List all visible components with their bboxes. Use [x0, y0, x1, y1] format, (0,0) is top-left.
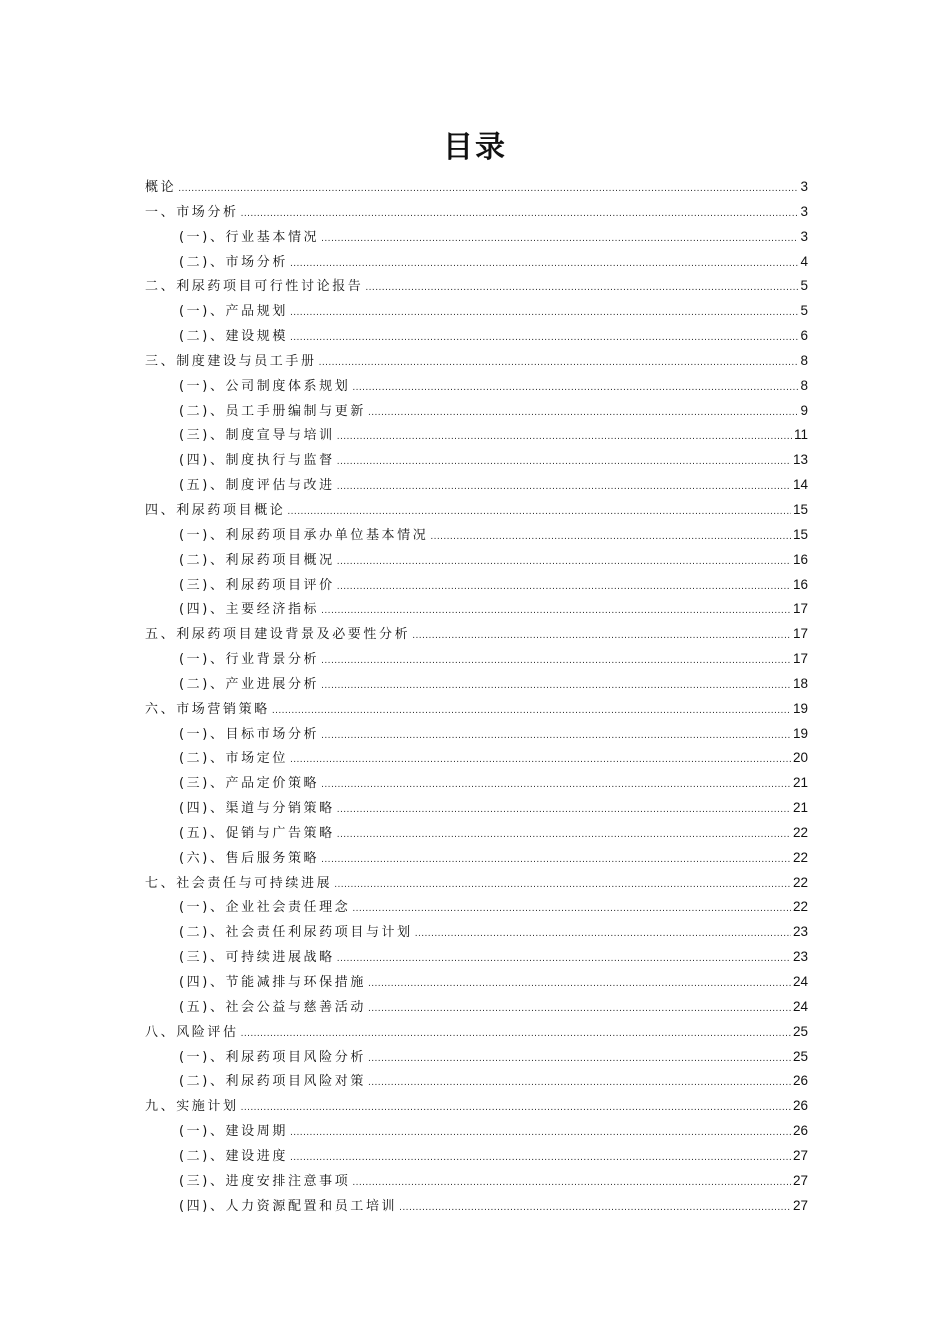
toc-subentry[interactable]: [145, 299, 808, 324]
toc-page-number: 22: [792, 874, 808, 890]
toc-dot-leader: [415, 921, 791, 946]
toc-entry-label: (四)、人力资源配置和员工培训: [179, 1198, 398, 1214]
toc-subentry[interactable]: [145, 1119, 808, 1144]
toc-page-number: 26: [792, 1073, 808, 1089]
toc-page-number: 17: [792, 651, 808, 667]
toc-entry-label: (一)、企业社会责任理念: [179, 900, 351, 916]
toc-subentry[interactable]: [145, 920, 808, 945]
toc-page-number: 8: [800, 377, 808, 393]
toc-page-number: 25: [792, 1048, 808, 1064]
toc-subentry[interactable]: [145, 771, 808, 796]
toc-dot-leader: [352, 1170, 791, 1195]
toc-subentry[interactable]: [145, 895, 808, 920]
toc-subentry[interactable]: [145, 1144, 808, 1169]
toc-entry-label: (一)、行业基本情况: [179, 229, 320, 245]
toc-entry[interactable]: [145, 175, 808, 200]
toc-entry-label: (二)、利尿药项目风险对策: [179, 1074, 366, 1090]
toc-entry-label: (三)、进度安排注意事项: [179, 1173, 351, 1189]
toc-entry-label: (二)、建设规模: [179, 329, 288, 345]
toc-page-number: 3: [800, 228, 808, 244]
toc-subentry[interactable]: [145, 399, 808, 424]
toc-subentry[interactable]: [145, 473, 808, 498]
toc-page-number: 3: [800, 203, 808, 219]
toc-dot-leader: [321, 673, 791, 698]
toc-entry-label: (六)、售后服务策略: [179, 850, 320, 866]
toc-page-number: 19: [792, 700, 808, 716]
toc-entry[interactable]: [145, 697, 808, 722]
toc-subentry[interactable]: [145, 995, 808, 1020]
toc-subentry[interactable]: [145, 1069, 808, 1094]
toc-dot-leader: [368, 996, 791, 1021]
toc-subentry[interactable]: [145, 1045, 808, 1070]
toc-dot-leader: [337, 449, 791, 474]
toc-page-number: 16: [792, 551, 808, 567]
toc-dot-leader: [290, 325, 799, 350]
toc-page-number: 3: [800, 179, 808, 194]
toc-entry-label: (三)、可持续进展战略: [179, 950, 335, 966]
toc-page-number: 15: [792, 501, 808, 517]
toc-dot-leader: [337, 946, 791, 971]
toc-subentry[interactable]: [145, 746, 808, 771]
toc-entry[interactable]: [145, 200, 808, 225]
toc-subentry[interactable]: [145, 1194, 808, 1219]
toc-dot-leader: [321, 723, 791, 748]
toc-entry-label: (三)、利尿药项目评价: [179, 577, 335, 593]
toc-dot-leader: [290, 300, 799, 325]
toc-dot-leader: [430, 524, 791, 549]
toc-entry-label: (五)、促销与广告策略: [179, 825, 335, 841]
toc-entry-label: (二)、员工手册编制与更新: [179, 403, 366, 419]
toc-entry-label: (二)、建设进度: [179, 1148, 288, 1164]
toc-page-number: 23: [792, 949, 808, 965]
toc-entry-label: (五)、社会公益与慈善活动: [179, 999, 366, 1015]
toc-page-number: 14: [792, 477, 808, 493]
toc-page-number: 4: [800, 253, 808, 269]
toc-page-number: 17: [792, 626, 808, 642]
toc-dot-leader: [319, 350, 799, 375]
toc-page-number: 24: [792, 998, 808, 1014]
toc-subentry[interactable]: [145, 548, 808, 573]
toc-subentry[interactable]: [145, 796, 808, 821]
toc-dot-leader: [368, 971, 791, 996]
toc-page-number: 13: [792, 452, 808, 468]
toc-page-number: 18: [792, 675, 808, 691]
toc-dot-leader: [321, 648, 791, 673]
toc-entry-label: (一)、产品规划: [179, 304, 288, 320]
toc-subentry[interactable]: [145, 945, 808, 970]
toc-dot-leader: [352, 896, 791, 921]
toc-entry-label: (二)、社会责任利尿药项目与计划: [179, 925, 413, 941]
toc-page-number: 5: [800, 278, 808, 294]
table-of-contents: [145, 175, 808, 1218]
toc-entry-label: 六、市场营销策略: [145, 701, 270, 717]
toc-subentry[interactable]: [145, 573, 808, 598]
toc-entry-label: (三)、制度宣导与培训: [179, 428, 335, 444]
toc-page-number: 11: [793, 427, 808, 443]
toc-dot-leader: [337, 549, 791, 574]
toc-entry[interactable]: [145, 1020, 808, 1045]
toc-page-number: 23: [792, 924, 808, 940]
toc-subentry[interactable]: [145, 1169, 808, 1194]
toc-subentry[interactable]: [145, 672, 808, 697]
toc-dot-leader: [368, 400, 799, 425]
toc-entry-label: 七、社会责任与可持续进展: [145, 875, 333, 891]
toc-subentry[interactable]: [145, 846, 808, 871]
toc-entry-label: (一)、公司制度体系规划: [179, 378, 351, 394]
toc-entry-label: 概论: [145, 180, 177, 195]
toc-entry-label: (一)、行业背景分析: [179, 652, 320, 668]
toc-page-number: 21: [792, 775, 808, 791]
toc-entry-label: (二)、产业进展分析: [179, 676, 320, 692]
toc-subentry[interactable]: [145, 970, 808, 995]
toc-page-number: 20: [792, 750, 808, 766]
toc-page-number: 21: [792, 800, 808, 816]
toc-entry-label: (二)、市场定位: [179, 751, 288, 767]
toc-subentry[interactable]: [145, 597, 808, 622]
toc-page-number: 19: [792, 725, 808, 741]
toc-dot-leader: [337, 822, 791, 847]
toc-dot-leader: [334, 872, 791, 897]
toc-entry-label: 五、利尿药项目建设背景及必要性分析: [145, 627, 411, 643]
toc-entry-label: (四)、主要经济指标: [179, 602, 320, 618]
toc-entry[interactable]: [145, 1094, 808, 1119]
toc-entry-label: 二、利尿药项目可行性讨论报告: [145, 279, 364, 295]
toc-subentry[interactable]: [145, 523, 808, 548]
toc-page-number: 24: [792, 974, 808, 989]
toc-entry-label: (一)、建设周期: [179, 1124, 288, 1140]
toc-dot-leader: [352, 375, 798, 400]
toc-dot-leader: [337, 474, 791, 499]
toc-page-number: 25: [792, 1023, 808, 1039]
toc-dot-leader: [241, 201, 799, 226]
toc-subentry[interactable]: [145, 324, 808, 349]
toc-entry-label: (一)、目标市场分析: [179, 726, 320, 742]
toc-entry-label: (五)、制度评估与改进: [179, 478, 335, 494]
toc-dot-leader: [321, 772, 791, 797]
toc-entry-label: (三)、产品定价策略: [179, 776, 320, 792]
toc-page-number: 26: [792, 1123, 808, 1139]
toc-dot-leader: [399, 1195, 791, 1220]
toc-dot-leader: [241, 1095, 791, 1120]
toc-page-number: 8: [800, 352, 808, 368]
toc-page-number: 6: [800, 328, 808, 344]
toc-dot-leader: [241, 1021, 791, 1046]
toc-dot-leader: [412, 623, 791, 648]
toc-dot-leader: [290, 251, 799, 276]
toc-subentry[interactable]: [145, 250, 808, 275]
toc-entry-label: (一)、利尿药项目风险分析: [179, 1049, 366, 1065]
toc-page-number: 26: [792, 1098, 808, 1114]
toc-dot-leader: [337, 424, 792, 449]
toc-subentry[interactable]: [145, 225, 808, 250]
toc-title: 目录: [443, 130, 507, 165]
toc-dot-leader: [368, 1046, 791, 1071]
toc-entry-label: (二)、市场分析: [179, 254, 288, 270]
toc-entry[interactable]: [145, 349, 808, 374]
toc-page-number: 22: [792, 824, 808, 840]
toc-dot-leader: [321, 598, 791, 623]
toc-entry-label: (四)、节能减排与环保措施: [179, 975, 366, 990]
toc-page-number: 17: [792, 601, 808, 617]
toc-entry-label: (四)、制度执行与监督: [179, 453, 335, 469]
toc-entry-label: 九、实施计划: [145, 1099, 239, 1115]
toc-dot-leader: [337, 797, 791, 822]
toc-entry[interactable]: [145, 622, 808, 647]
toc-entry-label: (一)、利尿药项目承办单位基本情况: [179, 527, 429, 543]
toc-entry-label: 八、风险评估: [145, 1024, 239, 1040]
toc-subentry[interactable]: [145, 423, 808, 448]
toc-subentry[interactable]: [145, 448, 808, 473]
toc-page-number: 27: [792, 1197, 808, 1213]
toc-dot-leader: [368, 1070, 791, 1095]
toc-dot-leader: [321, 847, 791, 872]
toc-page-number: 5: [800, 303, 808, 319]
toc-page-number: 22: [792, 899, 808, 915]
toc-page-number: 22: [792, 849, 808, 865]
toc-entry[interactable]: [145, 871, 808, 896]
toc-entry[interactable]: [145, 274, 808, 299]
toc-dot-leader: [321, 226, 798, 251]
toc-dot-leader: [365, 275, 798, 300]
toc-page-number: 27: [792, 1172, 808, 1188]
toc-page-number: 16: [792, 576, 808, 592]
toc-entry-label: 三、制度建设与员工手册: [145, 353, 317, 369]
toc-dot-leader: [337, 574, 791, 599]
toc-subentry[interactable]: [145, 722, 808, 747]
toc-dot-leader: [272, 698, 791, 723]
toc-page-number: 27: [792, 1147, 808, 1163]
toc-dot-leader: [178, 176, 798, 201]
toc-entry-label: (四)、渠道与分销策略: [179, 801, 335, 817]
toc-subentry[interactable]: [145, 374, 808, 399]
toc-page-number: 9: [800, 402, 808, 418]
toc-entry-label: 一、市场分析: [145, 204, 239, 220]
toc-dot-leader: [290, 747, 791, 772]
toc-subentry[interactable]: [145, 821, 808, 846]
toc-entry-label: (二)、利尿药项目概况: [179, 552, 335, 568]
toc-dot-leader: [290, 1120, 791, 1145]
toc-page-number: 15: [792, 526, 808, 542]
toc-subentry[interactable]: [145, 647, 808, 672]
toc-entry-label: 四、利尿药项目概论: [145, 502, 286, 518]
toc-dot-leader: [290, 1145, 791, 1170]
toc-dot-leader: [287, 499, 791, 524]
toc-entry[interactable]: [145, 498, 808, 523]
